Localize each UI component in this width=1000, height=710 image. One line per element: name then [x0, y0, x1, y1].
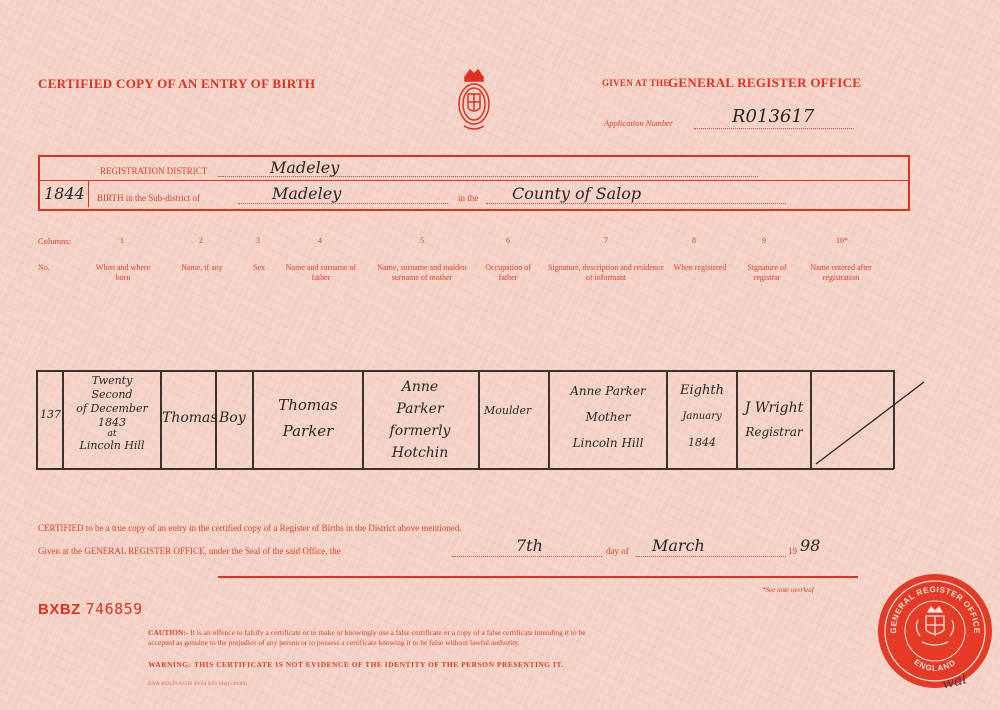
serial-prefix: BXBZ: [38, 601, 81, 618]
registration-district-value: Madeley: [270, 158, 340, 177]
column-number: 5: [420, 236, 424, 245]
informant: Anne Parker Mother Lincoln Hill: [570, 384, 646, 450]
child-name: Thomas: [162, 410, 218, 426]
column-heading: When registered: [673, 263, 727, 272]
given-at-prefix: GIVEN AT THE: [602, 78, 670, 88]
county-value: County of Salop: [512, 184, 642, 203]
day-of-label: day of: [606, 546, 629, 556]
serial-digits: 746859: [85, 600, 143, 618]
mother-name: Anne Parker formerly Hotchin: [389, 379, 451, 461]
sub-district-label: BIRTH in the Sub-district of: [97, 193, 200, 203]
warning-text: WARNING: THIS CERTIFICATE IS NOT EVIDENCE OF THE IDENTITY OF THE PERSON PRESENTING IT.: [148, 660, 564, 669]
column-heading: Sex: [253, 263, 265, 272]
column-number: 6: [506, 236, 510, 245]
registration-district-label: REGISTRATION DISTRICT: [100, 166, 208, 176]
when-where-born: Twenty Second of December 1843 at Lincoln Hill: [76, 374, 148, 452]
sub-district-value: Madeley: [272, 184, 342, 203]
application-number: R013617: [732, 106, 815, 127]
general-register-office-title: GENERAL REGISTER OFFICE: [668, 75, 862, 90]
handwritten-initials: wal: [940, 671, 969, 693]
child-sex: Boy: [219, 410, 246, 426]
serial-number: [38, 600, 143, 618]
print-code: BXA 009429 20510 10/04 8/91 Mer(239/84): [148, 681, 247, 687]
certificate-month: March: [652, 536, 705, 555]
certificate-year-suffix: 98: [800, 536, 821, 555]
column-number: 8: [692, 236, 696, 245]
column-heading: Signature of registrar: [747, 263, 787, 282]
column-number: 4: [318, 236, 322, 245]
certified-statement: CERTIFIED to be a true copy of an entry in the certified copy of a Register of Births in the District above mentioned.: [38, 523, 462, 533]
father-occupation: Moulder: [484, 404, 532, 417]
in-the-label: in the: [458, 193, 479, 203]
royal-crest-icon: [450, 66, 498, 138]
svg-text:GENERAL REGISTER OFFICE: GENERAL REGISTER OFFICE: [888, 584, 982, 634]
column-number: 1: [120, 236, 124, 245]
column-heading: Occupation of father: [485, 263, 531, 282]
when-registered: Eighth January 1844: [680, 383, 724, 449]
given-at-statement: Given at the GENERAL REGISTER OFFICE, under the Seal of the said Office, the: [38, 546, 341, 556]
general-register-office-seal-icon: [876, 572, 994, 690]
svg-text:ENGLAND: ENGLAND: [912, 657, 958, 674]
registrar-signature: J Wright Registrar: [744, 400, 804, 439]
year-prefix: 19: [788, 546, 797, 556]
column-heading: Name entered after registration: [810, 263, 872, 282]
column-heading: No.: [38, 263, 50, 272]
column-number: 9: [762, 236, 766, 245]
crossed-out-stroke: [812, 372, 932, 468]
caution-text: CAUTION:- It is an offence to falsify a certificate or to make or knowingly use a false certificate or a copy of a false certificate intending it to be accepted as genuine to the prejudice of any person or to possess a certificate knowing it to be false without lawful authority.: [148, 628, 586, 647]
certificate-title: CERTIFIED COPY OF AN ENTRY OF BIRTH: [38, 76, 316, 91]
column-heading: Signature, description and residence of informant: [548, 263, 664, 282]
see-note-overleaf: *See note overleaf: [762, 586, 814, 594]
column-number: 7: [604, 236, 608, 245]
father-name: Thomas Parker: [278, 396, 338, 440]
birth-year: 1844: [44, 184, 85, 203]
entry-number: 137: [40, 408, 61, 421]
column-number: 2: [199, 236, 203, 245]
column-heading: Name and surname of father: [285, 263, 357, 282]
column-heading: When and where born: [95, 263, 151, 282]
column-heading: Name, surname and maiden surname of mother: [377, 263, 467, 282]
column-heading: Name, if any: [181, 263, 223, 272]
application-number-label: Application Number: [604, 118, 674, 128]
certificate-day: 7th: [516, 536, 543, 555]
columns-label: Columns:: [38, 236, 72, 246]
column-number: 10*: [836, 236, 848, 245]
column-number: 3: [256, 236, 260, 245]
